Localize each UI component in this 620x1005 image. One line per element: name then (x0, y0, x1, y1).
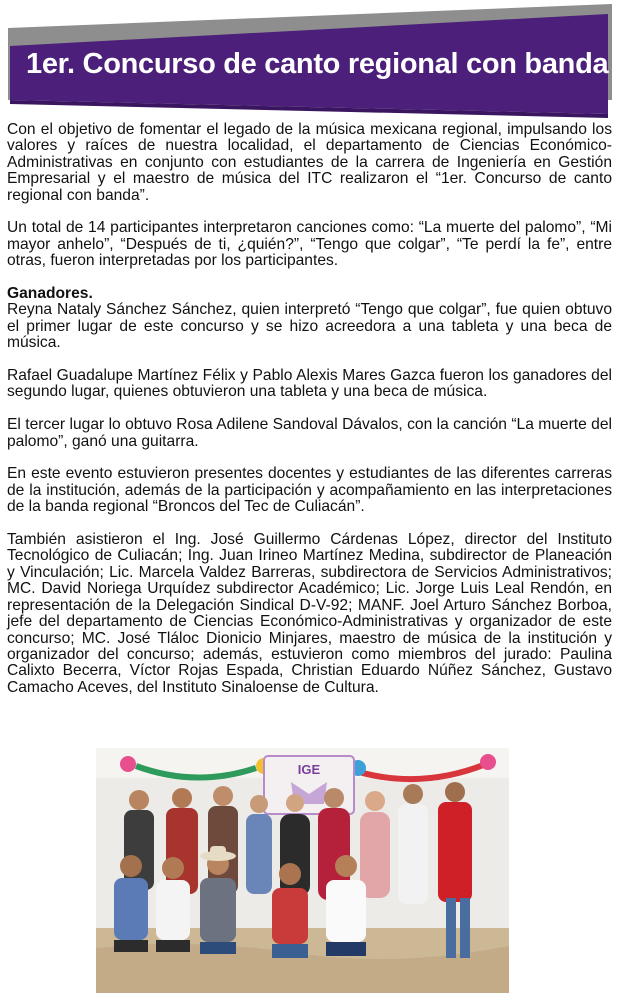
page-title: 1er. Concurso de canto regional con banda (26, 48, 609, 80)
title-banner (0, 0, 620, 125)
winners-first-place: Reyna Nataly Sánchez Sánchez, quien interpretó “Tengo que colgar”, fue quien obtuvo el primer lugar de este concurso y se hizo acreedora a una tableta y una beca de música. (7, 301, 612, 352)
group-photo (96, 748, 509, 993)
article-body (7, 122, 612, 696)
paragraph-third-place: El tercer lugar lo obtuvo Rosa Adilene Sandoval Dávalos, con la canción “La muerte del palomo”, ganó una guitarra. (7, 416, 612, 450)
paragraph-event: En este evento estuvieron presentes docentes y estudiantes de las diferentes carreras de la institución, además de la participación y acompañamiento en las interpretaciones de la banda regional “Broncos del Tec de Culiacán”. (7, 465, 612, 516)
paragraph-winners (7, 286, 612, 352)
paragraph-intro: Con el objetivo de fomentar el legado de la música mexicana regional, impulsando los valores y raíces de nuestra localidad, el departamento de Ciencias Económico-Administrativas en conjunto con estudiantes de la carrera de Ingeniería en Gestión Empresarial y el maestro de música del ITC realizaron el “1er. Concurso de canto regional con banda”. (7, 121, 612, 204)
paragraph-attendees: También asistieron el Ing. José Guillermo Cárdenas López, director del Instituto Tecnológico de Culiacán; Ing. Juan Irineo Martínez Medina, subdirector de Planeación y Vinculación; Lic. Marcela Valdez Barreras, subdirectora de Servicios Administrativos; MC. David Noriega Urquídez subdirector Académico; Lic. Jorge Luis Leal Rendón, en representación de la Delegación Sindical D-V-92; MANF. Joel Arturo Sánchez Borboa, jefe del departamento de Ciencias Económico-Administrativas y organizador de este concurso; MC. José Tláloc Dionicio Minjares, maestro de música de la institución y organizador del concurso; además, estuvieron como miembros del jurado: Paulina Calixto Becerra, Víctor Rojas Espada, Christian Eduardo Núñez Sánchez, Gustavo Camacho Aceves, del Instituto Sinaloense de Cultura. (7, 531, 612, 696)
paragraph-participants: Un total de 14 participantes interpretaron canciones como: “La muerte del palomo”, “Mi mayor anhelo”, “Después de ti, ¿quién?”, “Tengo que colgar”, “Te perdí la fe”, entre otras, fueron interpretadas por los participantes. (7, 219, 612, 270)
group-photo-illustration (96, 748, 509, 993)
photo-banner-text: IGE (297, 762, 321, 777)
winners-heading: Ganadores. (7, 285, 93, 303)
paragraph-second-place: Rafael Guadalupe Martínez Félix y Pablo Alexis Mares Gazca fueron los ganadores del segundo lugar, quienes obtuvieron una tableta y una beca de música. (7, 367, 612, 401)
